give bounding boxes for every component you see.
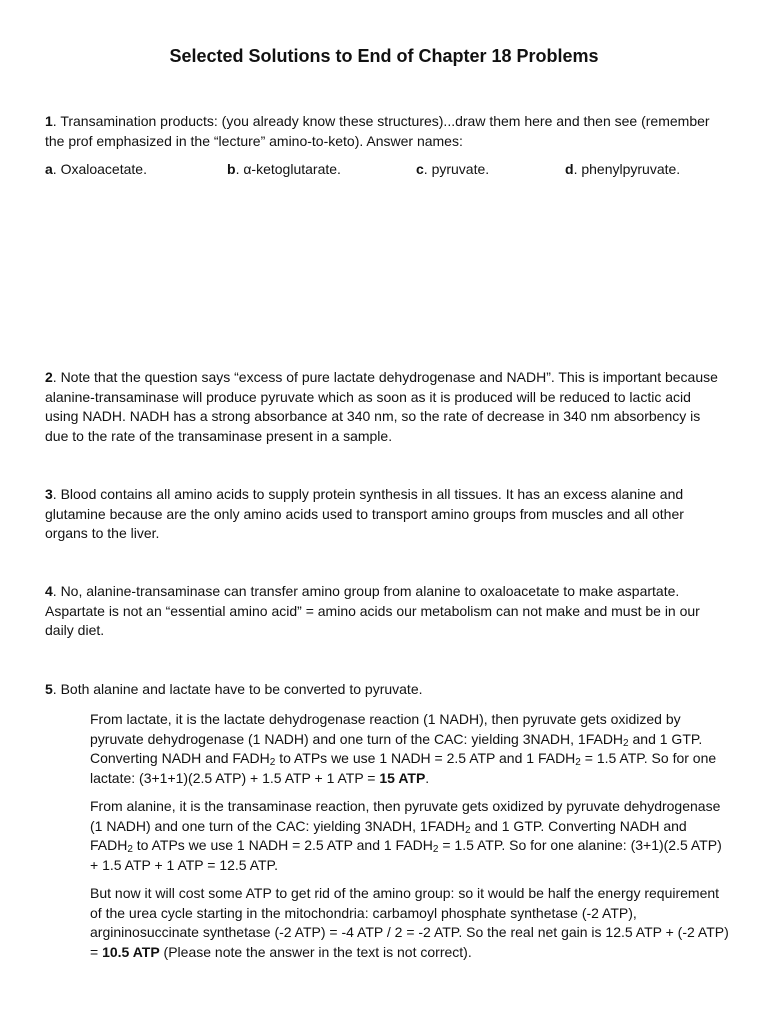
answer-option-a [45, 161, 147, 177]
answer-options [45, 161, 745, 181]
answer-option-d [565, 161, 680, 177]
question-number: 2 [45, 369, 53, 385]
question-text: . Transamination products: (you already know these structures)...draw them here and then see (remember the prof emphasized in the “lecture” amino-to-keto). Answer names: [45, 113, 710, 149]
question-text: . No, alanine-transaminase can transfer amino group from alanine to oxaloacetate to make aspartate. Aspartate is not an “essential amino acid” = amino acids our metabolism can not make and must be in our daily diet. [45, 583, 700, 638]
page-title: Selected Solutions to End of Chapter 18 Problems [169, 46, 599, 66]
lactate-explanation: From lactate, it is the lactate dehydrogenase reaction (1 NADH), then pyruvate gets oxidized by pyruvate dehydrogenase (1 NADH) and one turn of the CAC: yielding 3NADH, $1FADH_2$ and 1 GTP. Converting NADH and $FADH_2$ to ATPs we use 1 NADH = 2.5 ATP and 1 $FADH_2 = 1.5$ ATP. So for one lactate: (3+1+1)(2.5 ATP) + 1.5 ATP + 1 ATP = 15 ATP. [90, 711, 717, 786]
question-2 [45, 368, 725, 446]
option-text: . α-ketoglutarate. [235, 161, 341, 177]
option-letter: d [565, 161, 574, 177]
alanine-explanation: From alanine, it is the transaminase reaction, then pyruvate gets oxidized by pyruvate dehydrogenase (1 NADH) and one turn of the CAC: yielding 3NADH, $1FADH_2$ and 1 GTP. Converting NADH and $FADH_2$ to ATPs we use 1 NADH = 2.5 ATP and 1 $FADH_2 = 1.5$ ATP. So for one alanine: (3+1)(2.5 ATP) + 1.5 ATP + 1 ATP = 12.5 ATP. [90, 798, 722, 873]
question-3 [45, 485, 725, 544]
answer-option-b [227, 161, 341, 177]
subscript: 2 [127, 844, 133, 855]
question-4 [45, 582, 725, 641]
question-number: 3 [45, 486, 53, 502]
question-5 [45, 680, 725, 700]
answer-option-c [416, 161, 489, 177]
question-text: . Both alanine and lactate have to be converted to pyruvate. [52, 681, 423, 697]
question-1 [45, 112, 725, 151]
question-text: . Blood contains all amino acids to supply protein synthesis in all tissues. It has an excess alanine and glutamine because are the only amino acids used to transport amino groups from muscles and all other organs to the liver. [45, 486, 684, 541]
urea-cycle-explanation: But now it will cost some ATP to get rid of the amino group: so it would be half the energy requirement of the urea cycle starting in the mitochondria: carbamoyl phosphate synthetase (-2 ATP), argininosuccinate synthetase (-2 ATP) = -4 ATP / 2 = -2 ATP. So the real net gain is 12.5 ATP + (-2 ATP) = 10.5 ATP (Please note the answer in the text is not correct). [90, 885, 729, 960]
option-letter: c [416, 161, 424, 177]
question-text: . Note that the question says “excess of pure lactate dehydrogenase and NADH”. This is important because alanine-transaminase will produce pyruvate which as soon as it is produced will be reduced to lactic acid using NADH. NADH has a strong absorbance at 340 nm, so the rate of decrease in 340 nm absorbency is due to the rate of the transaminase present in a sample. [45, 369, 718, 444]
alanine-result: 10.5 ATP [102, 943, 160, 960]
lactate-result: 15 ATP [379, 769, 426, 786]
subscript: 2 [575, 757, 581, 768]
option-text: . phenylpyruvate. [573, 161, 681, 177]
option-text: . Oxaloacetate. [52, 161, 147, 177]
subscript: 2 [465, 824, 471, 836]
subscript: 2 [432, 844, 439, 855]
option-letter: a [45, 161, 53, 177]
subscript: 2 [269, 757, 276, 768]
question-number: 1 [45, 113, 53, 129]
question-number: 5 [45, 681, 53, 697]
question-number: 4 [45, 583, 53, 599]
option-text: . pyruvate. [423, 161, 490, 177]
subscript: 2 [623, 737, 629, 749]
option-letter: b [227, 161, 236, 177]
